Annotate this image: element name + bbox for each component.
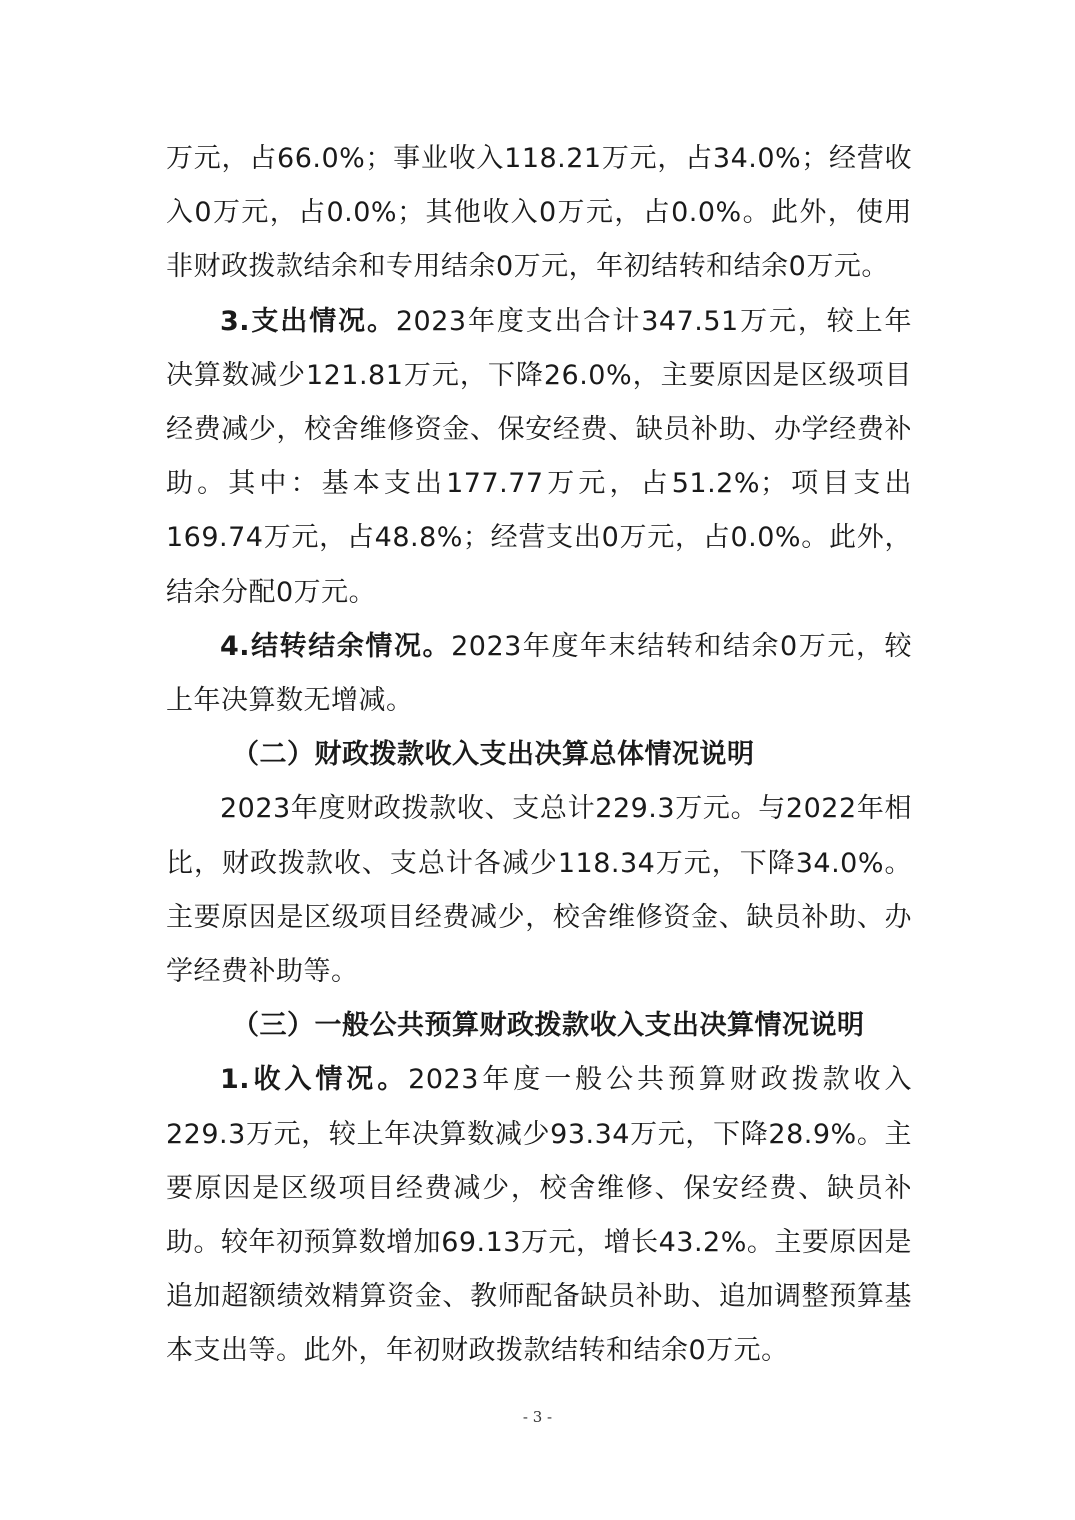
paragraph-lead: 3.支出情况。	[220, 305, 396, 337]
paragraph-text: 2023年度年末结转和结余0万元，较上年决算数无增减。	[166, 630, 913, 717]
paragraph-general-budget-income	[166, 1053, 912, 1378]
paragraph-text: 2023年度财政拨款收、支总计229.3万元。与2022年相比，财政拨款收、支总计各减少118.34万元，下降34.0%。主要原因是区级项目经费减少，校舍维修资金、缺员补助、办学经费补助等。	[166, 793, 912, 988]
paragraph-text: 2023年度一般公共预算财政拨款收入229.3万元，较上年决算数减少93.34万元，下降28.9%。主要原因是区级项目经费减少，校舍维修、保安经费、缺员补助。较年初预算数增加69.13万元，增长43.2%。主要原因是追加超额绩效精算资金、教师配备缺员补助、追加调整预算基本支出等。此外，年初财政拨款结转和结余0万元。	[166, 1064, 912, 1367]
paragraph-expenditure	[166, 295, 912, 620]
paragraph-lead: 1.收入情况。	[220, 1064, 409, 1096]
paragraph-text: 2023年度支出合计347.51万元，较上年决算数减少121.81万元，下降26.0%，主要原因是区级项目经费减少，校舍维修资金、保安经费、缺员补助、办学经费补助。其中：基本支出177.77万元，占51.2%；项目支出169.74万元，占48.8%；经营支出0万元，占0.0%。此外，结余分配0万元。	[166, 305, 913, 608]
paragraph-fiscal-overview	[166, 782, 912, 999]
paragraph-carryover	[166, 620, 912, 728]
section-heading-2: （二）财政拨款收入支出决算总体情况说明	[232, 739, 755, 771]
paragraph-income-continued	[166, 132, 912, 295]
page-number: - 3 -	[522, 1408, 553, 1426]
section-heading-3: （三）一般公共预算财政拨款收入支出决算情况说明	[232, 1010, 865, 1042]
paragraph-lead: 4.结转结余情况。	[220, 630, 452, 662]
paragraph-text: 万元，占66.0%；事业收入118.21万元，占34.0%；经营收入0万元，占0.0%；其他收入0万元，占0.0%。此外，使用非财政拨款结余和专用结余0万元，年初结转和结余0万元。	[166, 143, 912, 283]
document-body	[166, 132, 912, 1379]
